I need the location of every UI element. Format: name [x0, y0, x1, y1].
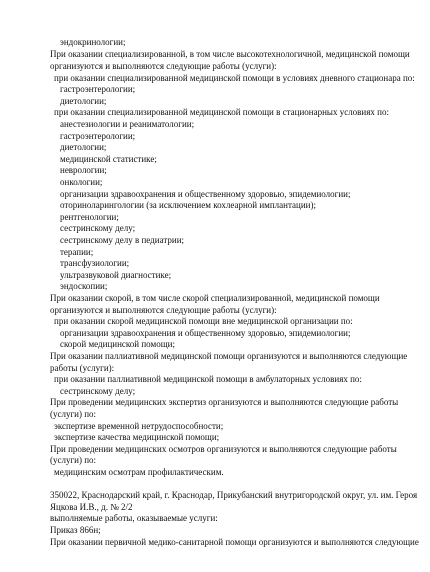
text-line: При оказании специализированной, в том числе высокотехнологичной, медицинской помощи — [50, 49, 410, 59]
text-line: трансфузиологии; — [60, 258, 130, 268]
text-line: при оказании специализированной медицинской помощи в стационарных условиях по: — [54, 107, 389, 117]
text-line: эндоскопии; — [60, 281, 108, 291]
text-line: при оказании скорой медицинской помощи вне медицинской организации по: — [54, 316, 353, 326]
text-line: (услуги) по: — [50, 409, 97, 419]
text-line: медицинской статистике; — [60, 154, 157, 164]
text-line: анестезиологии и реаниматологии; — [60, 119, 195, 129]
text-line: скорой медицинской помощи; — [60, 339, 175, 349]
text-line: гастроэнтерологии; — [60, 131, 136, 141]
text-line: При проведении медицинских экспертиз организуются и выполняются следующие работы — [50, 397, 399, 407]
text-line: организуются и выполняются следующие работы (услуги): — [50, 61, 277, 71]
text-line: рентгенологии; — [60, 212, 119, 222]
text-line: терапии; — [60, 247, 94, 257]
text-line: сестринскому делу; — [60, 386, 136, 396]
text-line: При оказании паллиативной медицинской помощи организуются и выполняются следующие — [50, 351, 408, 361]
text-line: организуются и выполняются следующие работы (услуги): — [50, 305, 277, 315]
text-line: экспертизе качества медицинской помощи; — [54, 432, 220, 442]
text-line: организации здравоохранения и общественному здоровью, эпидемиологии; — [60, 189, 351, 199]
text-line: При оказании скорой, в том числе скорой специализированной, медицинской помощи — [50, 293, 380, 303]
text-line: Яцкова И.В., д. № 2/2 — [50, 502, 133, 512]
text-line: онкологии; — [60, 177, 103, 187]
text-line: работы (услуги): — [50, 363, 115, 373]
text-line: оториноларингологии (за исключением кохлеарной имплантации); — [60, 200, 316, 210]
text-line: При оказании первичной медико-санитарной помощи организуются и выполняются следующие — [50, 537, 419, 547]
text-line: гастроэнтерологии; — [60, 84, 136, 94]
text-line: сестринскому делу в педиатрии; — [60, 235, 185, 245]
text-line: Приказ 866н; — [50, 525, 101, 535]
text-line: сестринскому делу; — [60, 223, 136, 233]
text-line: эндокринологии; — [60, 37, 126, 47]
text-line: При проведении медицинских осмотров организуются и выполняются следующие работы — [50, 444, 397, 454]
text-line: диетологии; — [60, 142, 107, 152]
text-line: выполняемые работы, оказываемые услуги: — [50, 513, 218, 523]
text-line: 350022, Краснодарский край, г. Краснодар, Прикубанский внутригородской округ, ул. им. Героя — [50, 490, 418, 500]
text-line: неврологии; — [60, 165, 107, 175]
text-line: экспертизе временной нетрудоспособности; — [54, 421, 224, 431]
text-line: ультразвуковой диагностике; — [60, 270, 172, 280]
text-line: (услуги) по: — [50, 455, 97, 465]
text-line: при оказании паллиативной медицинской помощи в амбулаторных условиях по: — [54, 374, 362, 384]
text-line: организации здравоохранения и общественному здоровью, эпидемиологии; — [60, 328, 351, 338]
text-line: диетологии; — [60, 96, 107, 106]
text-line: при оказании специализированной медицинской помощи в условиях дневного стационара по: — [54, 73, 415, 83]
text-line: медицинским осмотрам профилактическим. — [54, 467, 224, 477]
